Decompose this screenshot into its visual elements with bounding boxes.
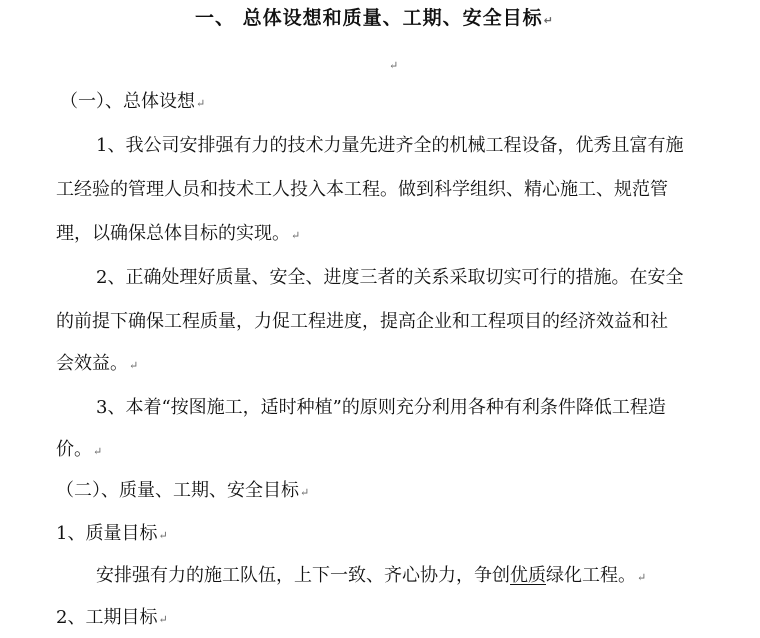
item2-line2: 的前提下确保工程质量，力促工程进度，提高企业和工程项目的经济效益和社 bbox=[56, 311, 668, 332]
quality-text-after: 绿化工程。 bbox=[546, 565, 636, 586]
document-title bbox=[195, 6, 554, 33]
quality-heading-text: 1、质量目标 bbox=[56, 523, 158, 544]
item2-line3-text: 会效益。 bbox=[56, 353, 128, 374]
item3-line1: 3、本着“按图施工，适时种植”的原则充分利用各种有利条件降低工程造 bbox=[96, 397, 666, 418]
section-heading-text: （二）、质量、工期、安全目标 bbox=[56, 480, 299, 501]
item1-line3-text: 理，以确保总体目标的实现。 bbox=[56, 223, 290, 244]
paragraph-mark-icon: ↵ bbox=[543, 14, 554, 27]
paragraph-mark-icon: ↵ bbox=[158, 529, 168, 542]
quality-text bbox=[96, 564, 646, 590]
quality-text-before: 安排强有力的施工队伍，上下一致、齐心协力，争创 bbox=[96, 565, 510, 586]
item1-line1: 1、我公司安排强有力的技术力量先进齐全的机械工程设备，优秀且富有施 bbox=[96, 135, 684, 156]
schedule-heading bbox=[56, 606, 168, 632]
section-heading-text: （一）、总体设想 bbox=[60, 91, 195, 112]
paragraph-mark-icon: ↵ bbox=[196, 97, 206, 110]
paragraph-mark-icon: ↵ bbox=[389, 59, 399, 72]
quality-heading bbox=[56, 522, 168, 548]
paragraph-mark-icon: ↵ bbox=[300, 486, 310, 499]
paragraph-mark-icon: ↵ bbox=[158, 613, 168, 626]
item2-line1: 2、正确处理好质量、安全、进度三者的关系采取切实可行的措施。在安全 bbox=[96, 267, 684, 288]
item3-line2 bbox=[56, 438, 102, 464]
item1-line3 bbox=[56, 222, 300, 248]
section-heading-overall-plan bbox=[60, 90, 205, 116]
item1-line2: 工经验的管理人员和技术工人投入本工程。做到科学组织、精心施工、规范管 bbox=[56, 179, 668, 200]
document-title-text: 一、 总体设想和质量、工期、安全目标 bbox=[195, 7, 543, 29]
paragraph-mark-icon: ↵ bbox=[129, 359, 139, 372]
item2-line3 bbox=[56, 352, 138, 378]
empty-paragraph bbox=[388, 52, 398, 78]
item3-line2-text: 价。 bbox=[56, 439, 92, 460]
quality-text-underlined: 优质 bbox=[510, 565, 546, 586]
paragraph-mark-icon: ↵ bbox=[637, 571, 647, 584]
section-heading-targets bbox=[56, 479, 309, 505]
paragraph-mark-icon: ↵ bbox=[93, 445, 103, 458]
schedule-heading-text: 2、工期目标 bbox=[56, 607, 158, 628]
paragraph-mark-icon: ↵ bbox=[291, 229, 301, 242]
